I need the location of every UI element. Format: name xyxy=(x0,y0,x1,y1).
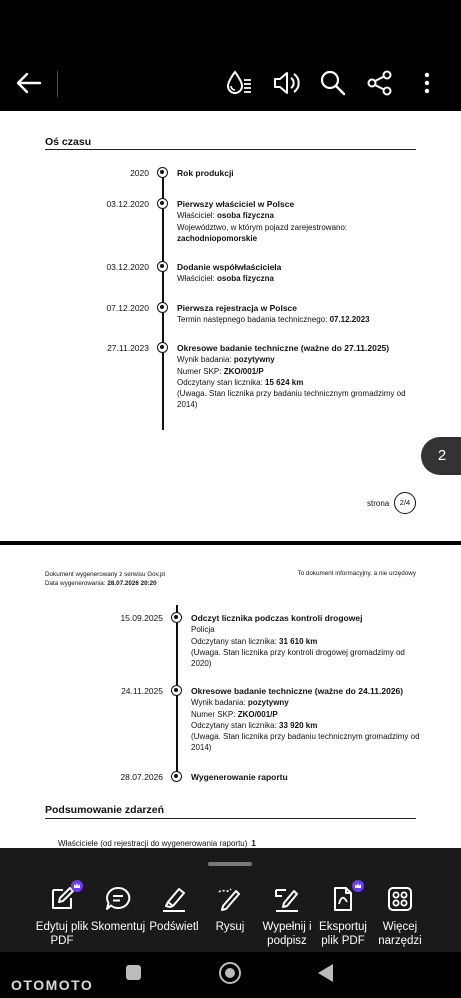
event-detail: 2014) xyxy=(191,743,212,753)
tool-more[interactable] xyxy=(370,884,430,948)
timeline-dot xyxy=(157,302,168,313)
event-detail: Właściciel: osoba fizyczna xyxy=(177,211,274,221)
ink-drop-icon[interactable] xyxy=(224,68,254,98)
share-icon[interactable] xyxy=(365,68,395,98)
tool-export-pdf[interactable] xyxy=(313,884,373,948)
tool-label: Więcej narzędzi xyxy=(378,921,422,947)
section-rule xyxy=(45,818,416,819)
event-title: Dodanie współwłaściciela xyxy=(177,262,282,272)
tool-label: Edytuj plik PDF xyxy=(35,921,89,947)
event-title: Pierwszy właściciel w Polsce xyxy=(177,199,295,209)
pager-value: 2/4 xyxy=(394,492,416,514)
section-title-timeline: Oś czasu xyxy=(45,136,92,148)
premium-crown-icon xyxy=(352,880,364,892)
comment-icon xyxy=(103,884,133,914)
drag-handle[interactable] xyxy=(208,862,252,866)
event-detail: Policja xyxy=(191,625,215,635)
fill-sign-icon xyxy=(272,884,302,914)
tools-panel xyxy=(0,848,461,952)
event-detail: Numer SKP: ZKO/001/P xyxy=(177,366,264,376)
tool-label: Eksportuj plik PDF xyxy=(319,921,367,947)
page-header-right: To dokument informacyjny, a nie urzędowy xyxy=(297,570,416,577)
home-circle-icon[interactable] xyxy=(219,962,241,984)
page-header-left: Dokument wygenerowany z serwisu Gov.pl Data wygenerowania: 28.07.2026 20:20 xyxy=(45,571,165,587)
section-title-summary: Podsumowanie zdarzeń xyxy=(45,804,165,816)
event-detail: 2020) xyxy=(191,659,212,669)
event-title: Rok produkcji xyxy=(177,168,234,178)
event-date: 24.11.2025 xyxy=(121,686,163,696)
tool-label: Skomentuj xyxy=(90,921,146,933)
event-detail: Odczytany stan licznika: 31 610 km xyxy=(191,636,318,646)
event-date: 03.12.2020 xyxy=(106,199,149,209)
recents-square-icon[interactable] xyxy=(126,965,141,980)
tool-label: Wypełnij i podpisz xyxy=(262,921,312,947)
timeline-dot xyxy=(171,685,182,696)
pdf-page-3 xyxy=(0,545,461,848)
timeline-dot xyxy=(157,261,168,272)
tool-draw[interactable] xyxy=(200,884,260,934)
tool-label: Rysuj xyxy=(215,921,245,933)
premium-crown-icon xyxy=(71,880,83,892)
event-detail: 2014) xyxy=(177,400,198,410)
event-title: Okresowe badanie techniczne (ważne do 24.11.2026) xyxy=(191,686,404,696)
timeline-line xyxy=(162,172,164,430)
timeline-dot xyxy=(171,612,182,623)
toolbar-divider xyxy=(57,71,58,97)
section-rule xyxy=(45,149,416,150)
event-detail: Numer SKP: ZKO/001/P xyxy=(191,709,278,719)
event-detail: Odczytany stan licznika: 33 920 km xyxy=(191,720,318,730)
event-date: 15.09.2025 xyxy=(120,613,163,623)
timeline-dot xyxy=(171,771,182,782)
event-detail: (Uwaga. Stan licznika przy badaniu technicznym gromadzimy od xyxy=(177,389,406,399)
tool-comment[interactable] xyxy=(88,884,148,934)
event-title: Odczyt licznika podczas kontroli drogowej xyxy=(191,613,363,623)
draw-icon xyxy=(215,884,245,914)
event-detail: zachodniopomorskie xyxy=(177,233,258,243)
event-date: 07.12.2020 xyxy=(106,303,149,313)
speaker-icon[interactable] xyxy=(271,68,301,98)
event-detail: Odczytany stan licznika: 15 624 km xyxy=(177,377,304,387)
highlight-icon xyxy=(159,884,189,914)
timeline-dot xyxy=(157,167,168,178)
event-title: Okresowe badanie techniczne (ważne do 27.11.2025) xyxy=(177,343,390,353)
summary-row: Właściciele (od rejestracji do wygenerowania raportu) 1 xyxy=(58,839,256,848)
timeline-dot xyxy=(157,198,168,209)
event-detail: Wynik badania: pozytywny xyxy=(191,698,289,708)
tool-highlight[interactable] xyxy=(144,884,204,934)
event-detail: (Uwaga. Stan licznika przy badaniu technicznym gromadzimy od xyxy=(191,732,420,742)
event-date: 27.11.2023 xyxy=(107,343,149,353)
event-title: Pierwsza rejestracja w Polsce xyxy=(177,303,298,313)
back-triangle-icon[interactable] xyxy=(318,964,333,982)
event-detail: Wynik badania: pozytywny xyxy=(177,355,275,365)
more-tools-icon xyxy=(385,884,415,914)
tool-label: Podświetl xyxy=(149,921,199,933)
top-toolbar xyxy=(0,55,461,111)
event-detail: Województwo, w którym pojazd zarejestrowano: xyxy=(177,222,348,232)
arrow-left-icon[interactable] xyxy=(14,69,44,97)
event-date: 28.07.2026 xyxy=(120,772,163,782)
more-vertical-icon[interactable] xyxy=(412,68,442,98)
page-number-bubble[interactable]: 2 xyxy=(421,437,461,475)
tool-edit-pdf[interactable] xyxy=(32,884,92,948)
event-detail: (Uwaga. Stan licznika przy kontroli drogowej gromadzimy od xyxy=(191,647,405,657)
watermark-logo: OTOMOTO xyxy=(11,977,94,993)
event-title: Wygenerowanie raportu xyxy=(191,772,288,782)
event-detail: Właściciel: osoba fizyczna xyxy=(177,274,274,284)
search-icon[interactable] xyxy=(318,68,348,98)
pager-label: strona xyxy=(367,499,390,508)
event-date: 2020 xyxy=(130,168,149,178)
timeline-dot xyxy=(157,342,168,353)
event-date: 03.12.2020 xyxy=(106,262,149,272)
pdf-page-2 xyxy=(0,111,461,541)
event-detail: Termin następnego badania technicznego: 07.12.2023 xyxy=(177,315,370,325)
tool-fill-sign[interactable] xyxy=(257,884,317,948)
